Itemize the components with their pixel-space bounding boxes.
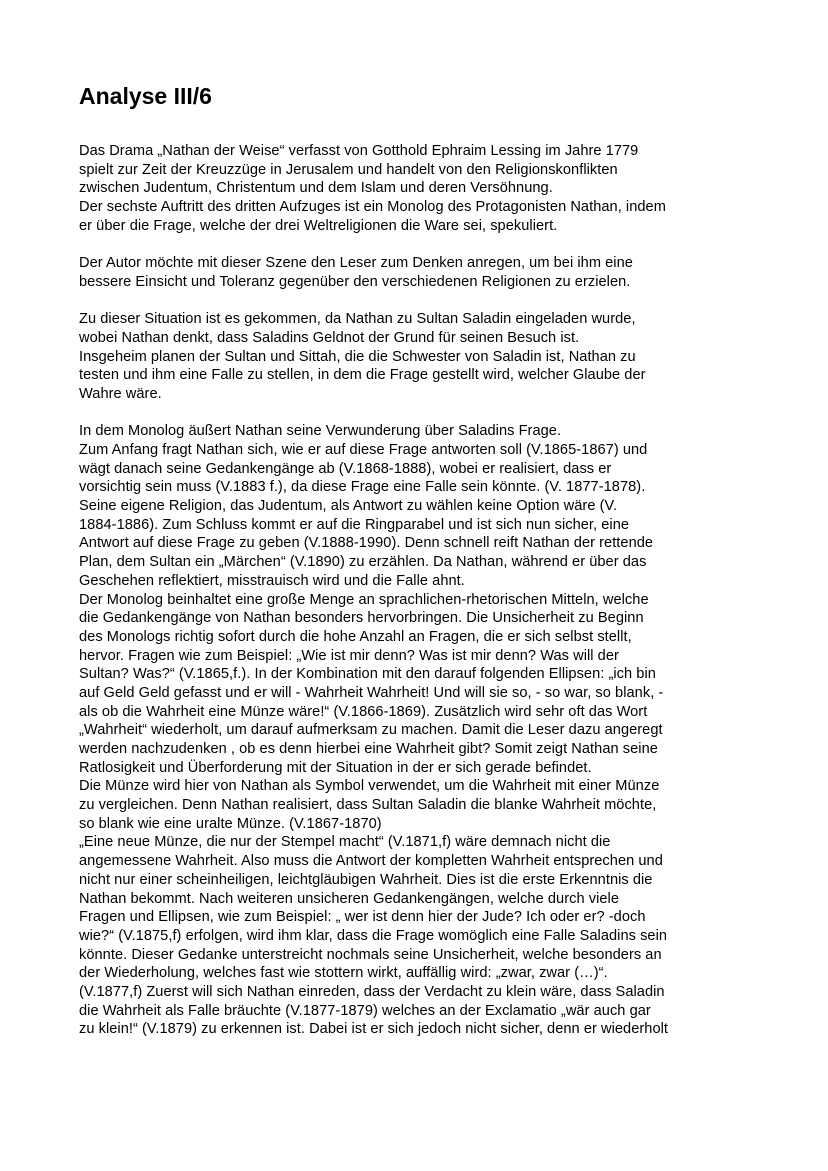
text-line: zu vergleichen. Denn Nathan realisiert, dass Sultan Saladin die blanke Wahrheit möchte, xyxy=(79,797,657,814)
text-line: spielt zur Zeit der Kreuzzüge in Jerusalem und handelt von den Religionskonflikten xyxy=(79,161,618,178)
text-line: 1884-1886). Zum Schluss kommt er auf die Ringparabel und ist sich nun sicher, eine xyxy=(79,516,630,533)
text-line: Der Autor möchte mit dieser Szene den Leser zum Denken anregen, um bei ihm eine xyxy=(79,255,633,272)
text-line: Sultan? Was?“ (V.1865,f.). In der Kombination mit den darauf folgenden Ellipsen: „ich bin xyxy=(79,666,656,683)
text-line: zwischen Judentum, Christentum und dem Islam und deren Versöhnung. xyxy=(79,180,553,197)
text-line: (V.1877,f) Zuerst will sich Nathan einreden, dass der Verdacht zu klein wäre, dass Saladin xyxy=(79,983,665,1000)
paragraph-gap xyxy=(79,404,759,423)
paragraph-gap xyxy=(79,292,759,311)
document-body xyxy=(79,142,759,1039)
text-line: wie?“ (V.1875,f) erfolgen, wird ihm klar, dass die Frage womöglich eine Falle Saladins sein xyxy=(79,927,668,944)
text-line: hervor. Fragen wie zum Beispiel: „Wie ist mir denn? Was ist mir denn? Was will der xyxy=(79,647,619,664)
text-line: „Wahrheit“ wiederholt, um darauf aufmerksam zu machen. Damit die Leser dazu angeregt xyxy=(79,722,663,739)
text-line: wobei Nathan denkt, dass Saladins Geldnot der Grund für seinen Besuch ist. xyxy=(79,329,580,346)
text-line: er über die Frage, welche der drei Weltreligionen die Ware sei, spekuliert. xyxy=(79,217,558,234)
text-line: werden nachzudenken , ob es denn hierbei eine Wahrheit gibt? Somit zeigt Nathan seine xyxy=(79,741,658,757)
text-line: Das Drama „Nathan der Weise“ verfasst von Gotthold Ephraim Lessing im Jahre 1779 xyxy=(79,143,639,159)
text-line: Nathan bekommt. Nach weiteren unsicheren Gedankengängen, welche durch viele xyxy=(79,890,619,907)
text-line: Die Münze wird hier von Nathan als Symbol verwendet, um die Wahrheit mit einer Münze xyxy=(79,778,660,795)
text-line: könnte. Dieser Gedanke unterstreicht nochmals seine Unsicherheit, welche besonders an xyxy=(79,946,662,963)
text-line: Der Monolog beinhaltet eine große Menge an sprachlichen-rhetorischen Mitteln, welche xyxy=(79,591,649,608)
page-title: Analyse III/6 xyxy=(79,83,212,109)
text-line: als ob die Wahrheit eine Münze wäre!“ (V.1866-1869). Zusätzlich wird sehr oft das Wort xyxy=(79,703,648,720)
text-line: angemessene Wahrheit. Also muss die Antwort der kompletten Wahrheit entsprechen und xyxy=(79,853,663,870)
text-line: Der sechste Auftritt des dritten Aufzuges ist ein Monolog des Protagonisten Nathan, indem xyxy=(79,199,666,216)
text-line: Antwort auf diese Frage zu geben (V.1888-1990). Denn schnell reift Nathan der rettende xyxy=(79,535,654,552)
paragraph-gap xyxy=(79,235,759,254)
text-line: Fragen und Ellipsen, wie zum Beispiel: „ wer ist denn hier der Jude? Ich oder er? -doch xyxy=(79,909,646,926)
text-line: Geschehen reflektiert, misstrauisch wird und die Falle ahnt. xyxy=(79,572,465,589)
text-line: Zum Anfang fragt Nathan sich, wie er auf diese Frage antworten soll (V.1865-1867) und xyxy=(79,442,648,458)
text-line: bessere Einsicht und Toleranz gegenüber den verschiedenen Religionen zu erzielen. xyxy=(79,273,631,290)
text-line: die Wahrheit als Falle bräuchte (V.1877-1879) welches an der Exclamatio „wär auch gar xyxy=(79,1002,651,1019)
text-line: In dem Monolog äußert Nathan seine Verwunderung über Saladins Frage. xyxy=(79,423,562,440)
text-line: Insgeheim planen der Sultan und Sittah, die die Schwester von Saladin ist, Nathan zu xyxy=(79,348,636,365)
text-line: zu klein!“ (V.1879) zu erkennen ist. Dabei ist er sich jedoch nicht sicher, denn er wiederholt xyxy=(79,1021,669,1038)
text-line: wägt danach seine Gedankengänge ab (V.1868-1888), wobei er realisiert, dass er xyxy=(79,460,612,477)
text-line: vorsichtig sein muss (V.1883 f.), da diese Frage eine Falle sein könnte. (V. 1877-1878). xyxy=(79,479,646,496)
text-line: „Eine neue Münze, die nur der Stempel macht“ (V.1871,f) wäre demnach nicht die xyxy=(79,834,611,851)
text-line: auf Geld Geld gefasst und er will - Wahrheit Wahrheit! Und will sie so, - so war, so blank, - xyxy=(79,684,664,701)
text-line: des Monologs richtig sofort durch die hohe Anzahl an Fragen, die er sich selbst stellt, xyxy=(79,628,632,645)
text-line: die Gedankengänge von Nathan besonders hervorbringen. Die Unsicherheit zu Beginn xyxy=(79,610,644,627)
text-line: Plan, dem Sultan ein „Märchen“ (V.1890) zu erzählen. Da Nathan, während er über das xyxy=(79,554,647,571)
text-line: testen und ihm eine Falle zu stellen, in dem die Frage gestellt wird, welcher Glaube der xyxy=(79,367,646,384)
text-line: Zu dieser Situation ist es gekommen, da Nathan zu Sultan Saladin eingeladen wurde, xyxy=(79,311,636,328)
text-line: Ratlosigkeit und Überforderung mit der Situation in der er sich gerade befindet. xyxy=(79,759,592,776)
text-line: Seine eigene Religion, das Judentum, als Antwort zu wählen keine Option wäre (V. xyxy=(79,498,618,515)
text-line: nicht nur einer scheinheiligen, leichtgläubigen Wahrheit. Dies ist die erste Erkenntnis die xyxy=(79,871,653,888)
text-line: Wahre wäre. xyxy=(79,385,162,402)
text-line: der Wiederholung, welches fast wie stottern wirkt, auffällig wird: „zwar, zwar (…)“. xyxy=(79,965,608,982)
text-line: so blank wie eine uralte Münze. (V.1867-1870) xyxy=(79,815,382,832)
